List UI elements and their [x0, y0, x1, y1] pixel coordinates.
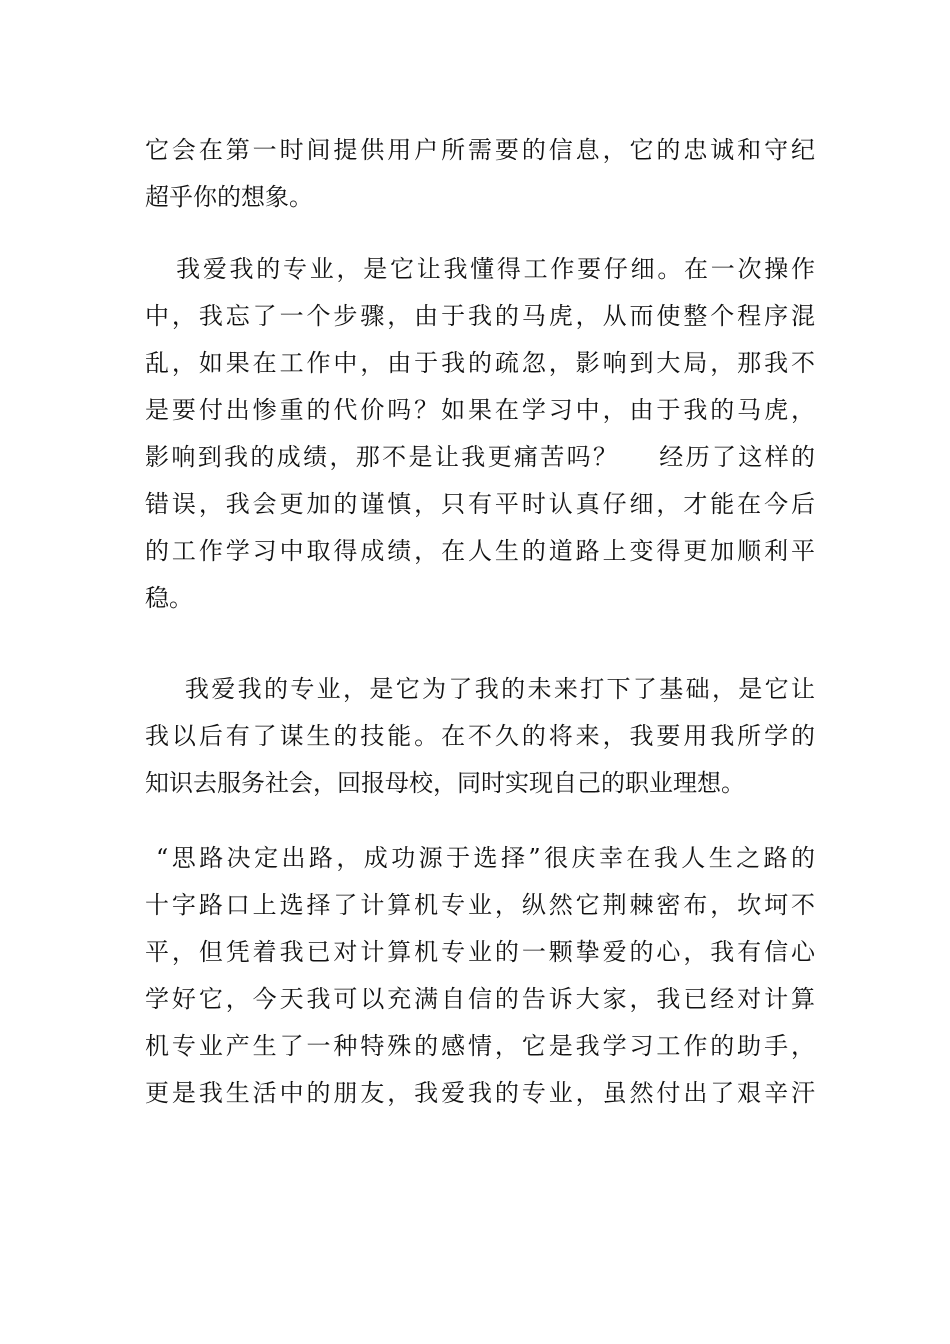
paragraph-line: 学好它，今天我可以充满自信的告诉大家，我已经对计算 [145, 985, 815, 1013]
paragraph-line: 它会在第一时间提供用户所需要的信息，它的忠诚和守纪 [145, 136, 815, 164]
paragraph-line: 我爱我的专业，是它为了我的未来打下了基础，是它让 [145, 675, 815, 703]
paragraph-line: 十字路口上选择了计算机专业，纵然它荆棘密布，坎坷不 [145, 891, 815, 919]
paragraph-line: 是要付出惨重的代价吗？如果在学习中，由于我的马虎， [145, 396, 815, 424]
paragraph-line: 平，但凭着我已对计算机专业的一颗挚爱的心，我有信心 [145, 938, 815, 966]
paragraph-line: 错误，我会更加的谨慎，只有平时认真仔细，才能在今后 [145, 490, 815, 518]
paragraph-1 [145, 127, 815, 221]
paragraph-line: 我以后有了谋生的技能。在不久的将来，我要用我所学的 [145, 722, 815, 750]
paragraph-2 [145, 246, 815, 622]
paragraph-4 [145, 835, 815, 1117]
paragraph-line: 我爱我的专业，是它让我懂得工作要仔细。在一次操作 [145, 255, 815, 283]
paragraph-line: 中，我忘了一个步骤，由于我的马虎，从而使整个程序混 [145, 302, 815, 330]
paragraph-line: 知识去服务社会，回报母校，同时实现自己的职业理想。 [145, 769, 745, 797]
paragraph-line: 稳。 [145, 584, 193, 612]
paragraph-line: 机专业产生了一种特殊的感情，它是我学习工作的助手， [145, 1032, 815, 1060]
paragraph-line: 影响到我的成绩，那不是让我更痛苦吗？ 经历了这样的 [145, 443, 815, 471]
paragraph-line: “思路决定出路，成功源于选择”很庆幸在我人生之路的 [145, 844, 815, 872]
paragraph-3 [145, 666, 815, 807]
paragraph-line: 的工作学习中取得成绩，在人生的道路上变得更加顺利平 [145, 537, 815, 565]
paragraph-line: 乱，如果在工作中，由于我的疏忽，影响到大局，那我不 [145, 349, 815, 377]
paragraph-line: 更是我生活中的朋友，我爱我的专业，虽然付出了艰辛汗 [145, 1079, 815, 1107]
paragraph-line: 超乎你的想象。 [145, 183, 313, 211]
